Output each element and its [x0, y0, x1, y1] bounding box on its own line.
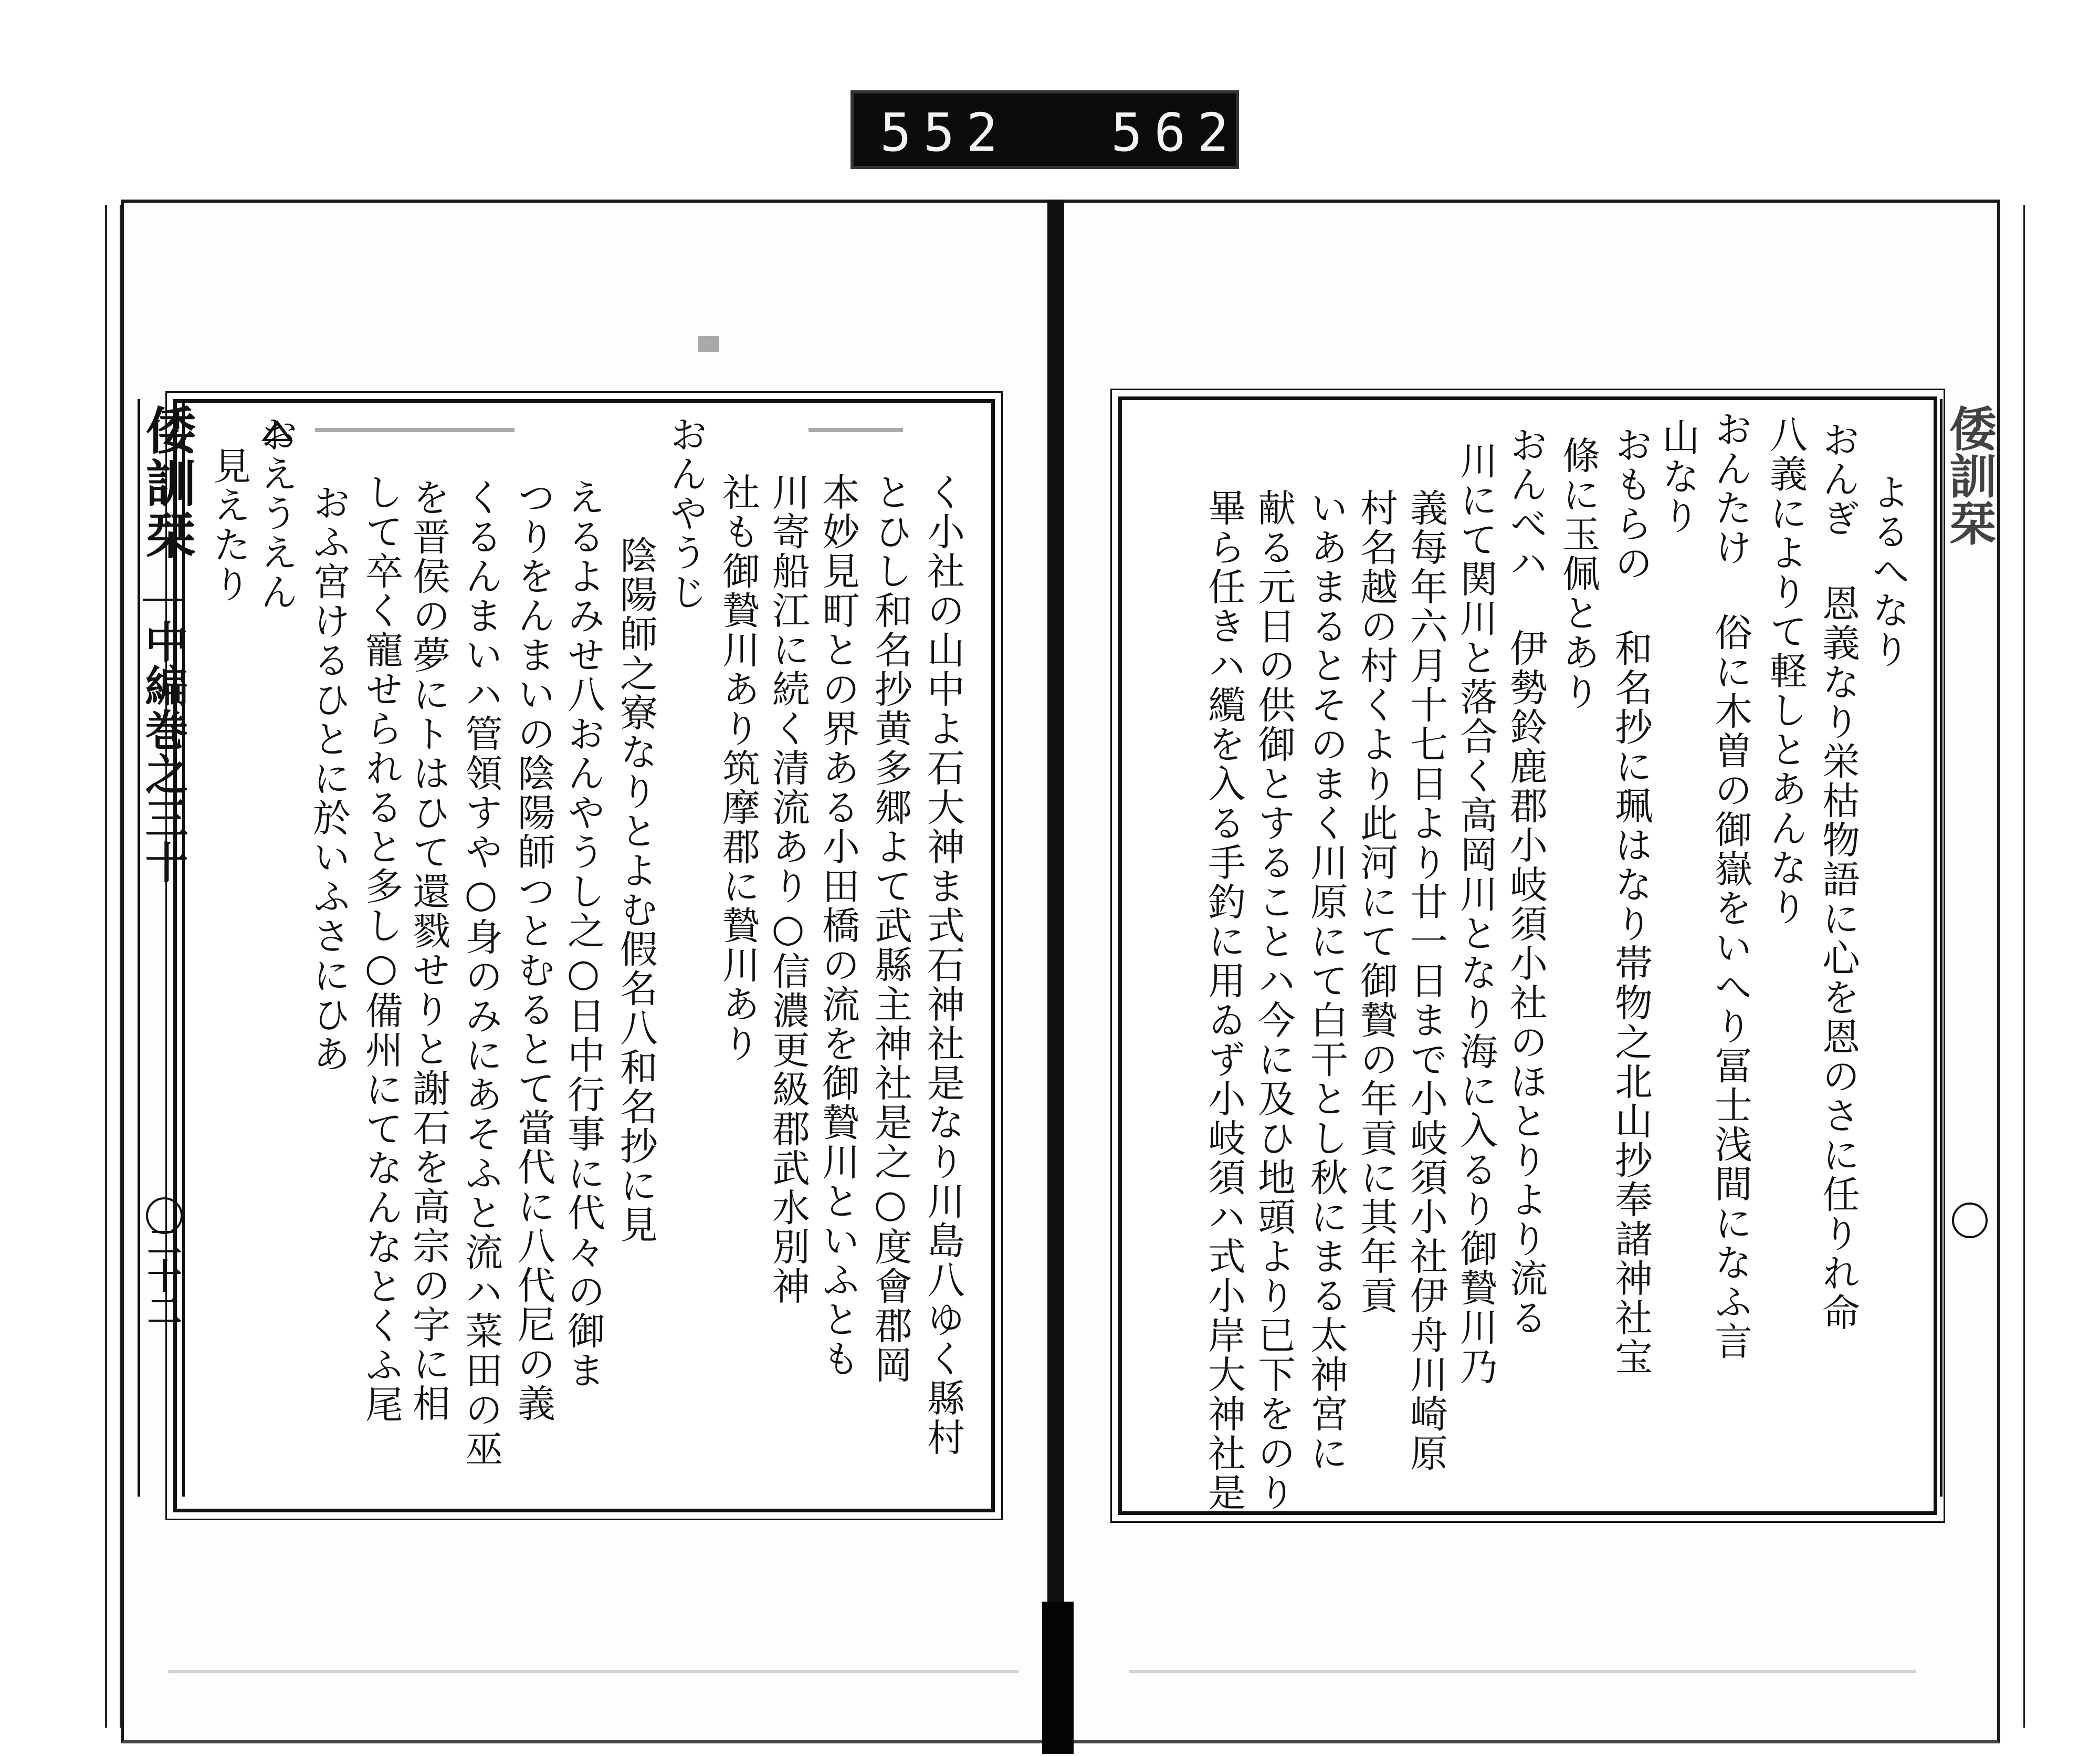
frame-number-right: 562 [1111, 102, 1241, 163]
left-text-column: くるんまいハ管領すや○身のみにあそふと流ハ菜田の巫 [459, 478, 503, 1469]
right-text-column: おんたけ 俗に木曽の御嶽をいへり冨士浅間になふ言 [1708, 410, 1752, 1361]
left-text-column: えるよみせ八おんやうし之○日中行事に代々の御ま [561, 478, 605, 1390]
hashira-circle-mark [1952, 1203, 1988, 1238]
left-text-column: く小社の山中よ石大神ま式石神社是なり川島八ゆく縣村 [921, 473, 965, 1457]
left-text-column: 本妙見町との界ある小田橋の流を御贄川といふとも [816, 473, 860, 1378]
left-text-column: つりをんまいの陰陽師つとむるとて當代に八代尼の義 [511, 478, 555, 1423]
scan-speck [315, 428, 514, 432]
right-text-column: 川にて関川と落合く高岡川となり海に入るり御贄川乃 [1454, 441, 1498, 1386]
right-text-column: よるへなり [1866, 473, 1910, 670]
right-text-column: おもらの 和名抄に珮はなり帯物之北山抄奉諸神社宝 [1609, 425, 1653, 1377]
right-text-column: 山なり [1656, 417, 1700, 536]
left-hashira-page-number: 二十二 [141, 1224, 182, 1328]
left-text-column: 社も御贄川あり筑摩郡に贄川あり [716, 473, 760, 1063]
left-page-margin-band [138, 399, 188, 1497]
reel-frame-label [850, 90, 1239, 169]
scan-speck [1129, 1670, 1916, 1673]
right-text-column: おんべハ 伊勢鈴鹿郡小岐須小社のほとりより流る [1504, 425, 1548, 1337]
right-text-column: 村名越の村くより此河にて御贄の年貢に其年貢 [1354, 488, 1398, 1315]
right-page-margin-band [1940, 399, 1987, 1497]
left-entry-headword: おえうえん [254, 415, 298, 612]
right-hashira-title: 倭訓栞 [1941, 404, 1997, 546]
scan-speck [698, 336, 719, 352]
left-text-column: 陰陽師之寮なりとよむ假名八和名抄に見 [614, 536, 658, 1245]
left-text-column: して卒く寵せられると多し○備州にてなんなとくふ尾 [359, 473, 403, 1424]
right-text-column: 献る元日の供御とすることハ今に及ひ地頭より已下をのり [1252, 488, 1296, 1512]
right-text-column: いあまるとそのまく川原にて白干とし秋にまる太神宮に [1304, 488, 1348, 1473]
right-text-column: 義每年六月十七日より廿一日まで小岐須小社伊舟川崎原 [1404, 488, 1448, 1473]
left-text-column: 川寄船江に続く清流あり○信濃更級郡武水別神 [766, 473, 810, 1306]
left-text-column: を晋侯の夢にトはひて還戮せりと謝石を高宗の字に相 [406, 478, 450, 1423]
left-page-edges [105, 205, 122, 1728]
hashira-fishtail-mark [143, 599, 184, 622]
book-gutter [1047, 200, 1064, 1743]
frame-number-left: 552 [880, 102, 1010, 163]
right-text-column: 條に玉佩とあり [1556, 436, 1600, 712]
gutter-binding [1042, 1602, 1074, 1754]
left-hashira-title: 倭訓栞 [138, 404, 197, 562]
left-text-column: おふ宮けるひとに於いふさにひあ [307, 483, 351, 1074]
left-hashira-volume: 中編巻之三十 [138, 620, 188, 884]
scan-speck [168, 1670, 1018, 1673]
right-text-column: 八義によりて軽しとあんなり [1763, 415, 1808, 927]
left-text-column: 見えたり [207, 446, 251, 604]
left-text-column: とひし和名抄黄多郷よて武縣主神社是之○度會郡岡 [868, 473, 912, 1385]
right-text-column: おんぎ 恩義なり栄枯物語に心を恩のさに任りれ命 [1816, 420, 1860, 1332]
scan-speck [808, 428, 903, 432]
right-text-column: 畢ら任きハ䌫を入る手釣に用ゐず小岐須ハ式小岸大神社是 [1202, 488, 1246, 1512]
left-entry-headword: おんやうじ [664, 415, 708, 612]
